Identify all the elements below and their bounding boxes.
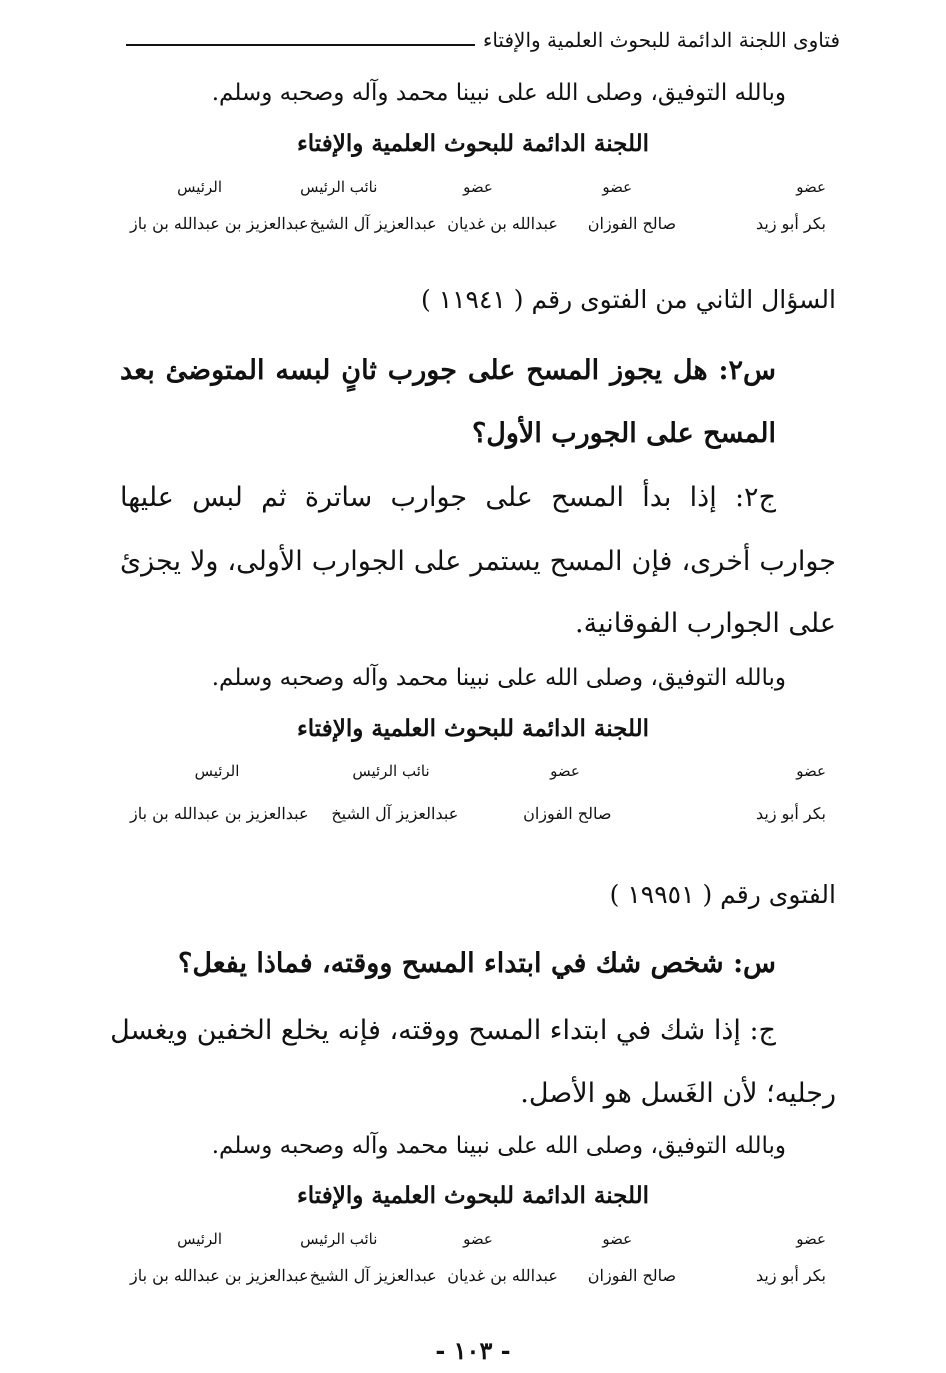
signatory-name: عبدالعزيز بن عبدالله بن باز xyxy=(129,804,309,823)
closing-formula-1: وبالله التوفيق، وصلى الله على نبينا محمد وآله وصحبه وسلم. xyxy=(211,80,786,106)
signatory-roles-2 xyxy=(130,762,826,780)
answer-2-line-1: ج٢: إذا بدأ المسح على جوارب ساترة ثم لبس عليها xyxy=(120,482,776,513)
role: عضو xyxy=(796,762,826,780)
running-head-rule xyxy=(126,44,475,46)
role: الرئيس xyxy=(177,1230,222,1248)
question-3-line-1: س: شخص شك في ابتداء المسح ووقته، فماذا يفعل؟ xyxy=(178,948,776,979)
signatory-name: بكر أبو زيد xyxy=(755,214,826,233)
signatory-roles-3 xyxy=(130,1230,826,1248)
answer-3-line-1: ج: إذا شك في ابتداء المسح ووقته، فإنه يخلع الخفين ويغسل xyxy=(110,1015,776,1046)
role: عضو xyxy=(602,1230,633,1248)
signatory-names-1 xyxy=(130,214,826,233)
signatory-name: عبدالله بن غديان xyxy=(447,1266,558,1285)
answer-3-line-2: رجليه؛ لأن الغَسل هو الأصل. xyxy=(520,1078,836,1109)
signatory-name: عبدالعزيز آل الشيخ xyxy=(309,214,437,233)
signatory-name: عبدالعزيز آل الشيخ xyxy=(309,1266,437,1285)
fatwa-heading-3: الفتوى رقم ( ١٩٩٥١ ) xyxy=(609,880,836,909)
answer-2-line-3: على الجوارب الفوقانية. xyxy=(575,608,836,639)
closing-formula-3: وبالله التوفيق، وصلى الله على نبينا محمد وآله وصحبه وسلم. xyxy=(211,1133,786,1159)
question-2-line-2: المسح على الجورب الأول؟ xyxy=(471,418,776,449)
committee-title-1: اللجنة الدائمة للبحوث العلمية والإفتاء xyxy=(296,130,650,157)
role: نائب الرئيس xyxy=(300,1230,378,1248)
signatory-name: عبدالله بن غديان xyxy=(447,214,558,233)
signatory-name: بكر أبو زيد xyxy=(755,804,826,823)
answer-2-line-2: جوارب أخرى، فإن المسح يستمر على الجوارب الأولى، ولا يجزئ xyxy=(120,546,836,577)
committee-title-3: اللجنة الدائمة للبحوث العلمية والإفتاء xyxy=(296,1182,650,1209)
role: نائب الرئيس xyxy=(352,762,430,780)
signatory-roles-1 xyxy=(130,178,826,196)
question-2-line-1: س٢: هل يجوز المسح على جورب ثانٍ لبسه المتوضئ بعد xyxy=(120,355,776,386)
role: عضو xyxy=(796,1230,826,1248)
role: عضو xyxy=(463,178,493,196)
fatwa-heading-2: السؤال الثاني من الفتوى رقم ( ١١٩٤١ ) xyxy=(420,285,836,314)
role: عضو xyxy=(550,762,580,780)
closing-formula-2: وبالله التوفيق، وصلى الله على نبينا محمد وآله وصحبه وسلم. xyxy=(211,665,786,691)
signatory-name: عبدالعزيز بن عبدالله بن باز xyxy=(130,1266,309,1285)
role: عضو xyxy=(602,178,633,196)
role: الرئيس xyxy=(177,178,222,196)
signatory-name: عبدالعزيز آل الشيخ xyxy=(331,804,459,823)
signatory-names-2 xyxy=(130,804,826,823)
role: الرئيس xyxy=(194,762,240,780)
running-head xyxy=(126,28,840,52)
role: عضو xyxy=(796,178,826,196)
signatory-name: صالح الفوزان xyxy=(587,214,677,233)
role: نائب الرئيس xyxy=(300,178,378,196)
signatory-name: صالح الفوزان xyxy=(523,804,612,823)
signatory-name: بكر أبو زيد xyxy=(755,1266,826,1285)
running-head-title: فتاوى اللجنة الدائمة للبحوث العلمية والإفتاء xyxy=(482,28,840,52)
committee-title-2: اللجنة الدائمة للبحوث العلمية والإفتاء xyxy=(296,715,650,742)
signatory-names-3 xyxy=(130,1266,826,1285)
page-number: - ١٠٣ - xyxy=(435,1336,511,1365)
signatory-name: عبدالعزيز بن عبدالله بن باز xyxy=(130,214,309,233)
role: عضو xyxy=(463,1230,493,1248)
signatory-name: صالح الفوزان xyxy=(587,1266,677,1285)
